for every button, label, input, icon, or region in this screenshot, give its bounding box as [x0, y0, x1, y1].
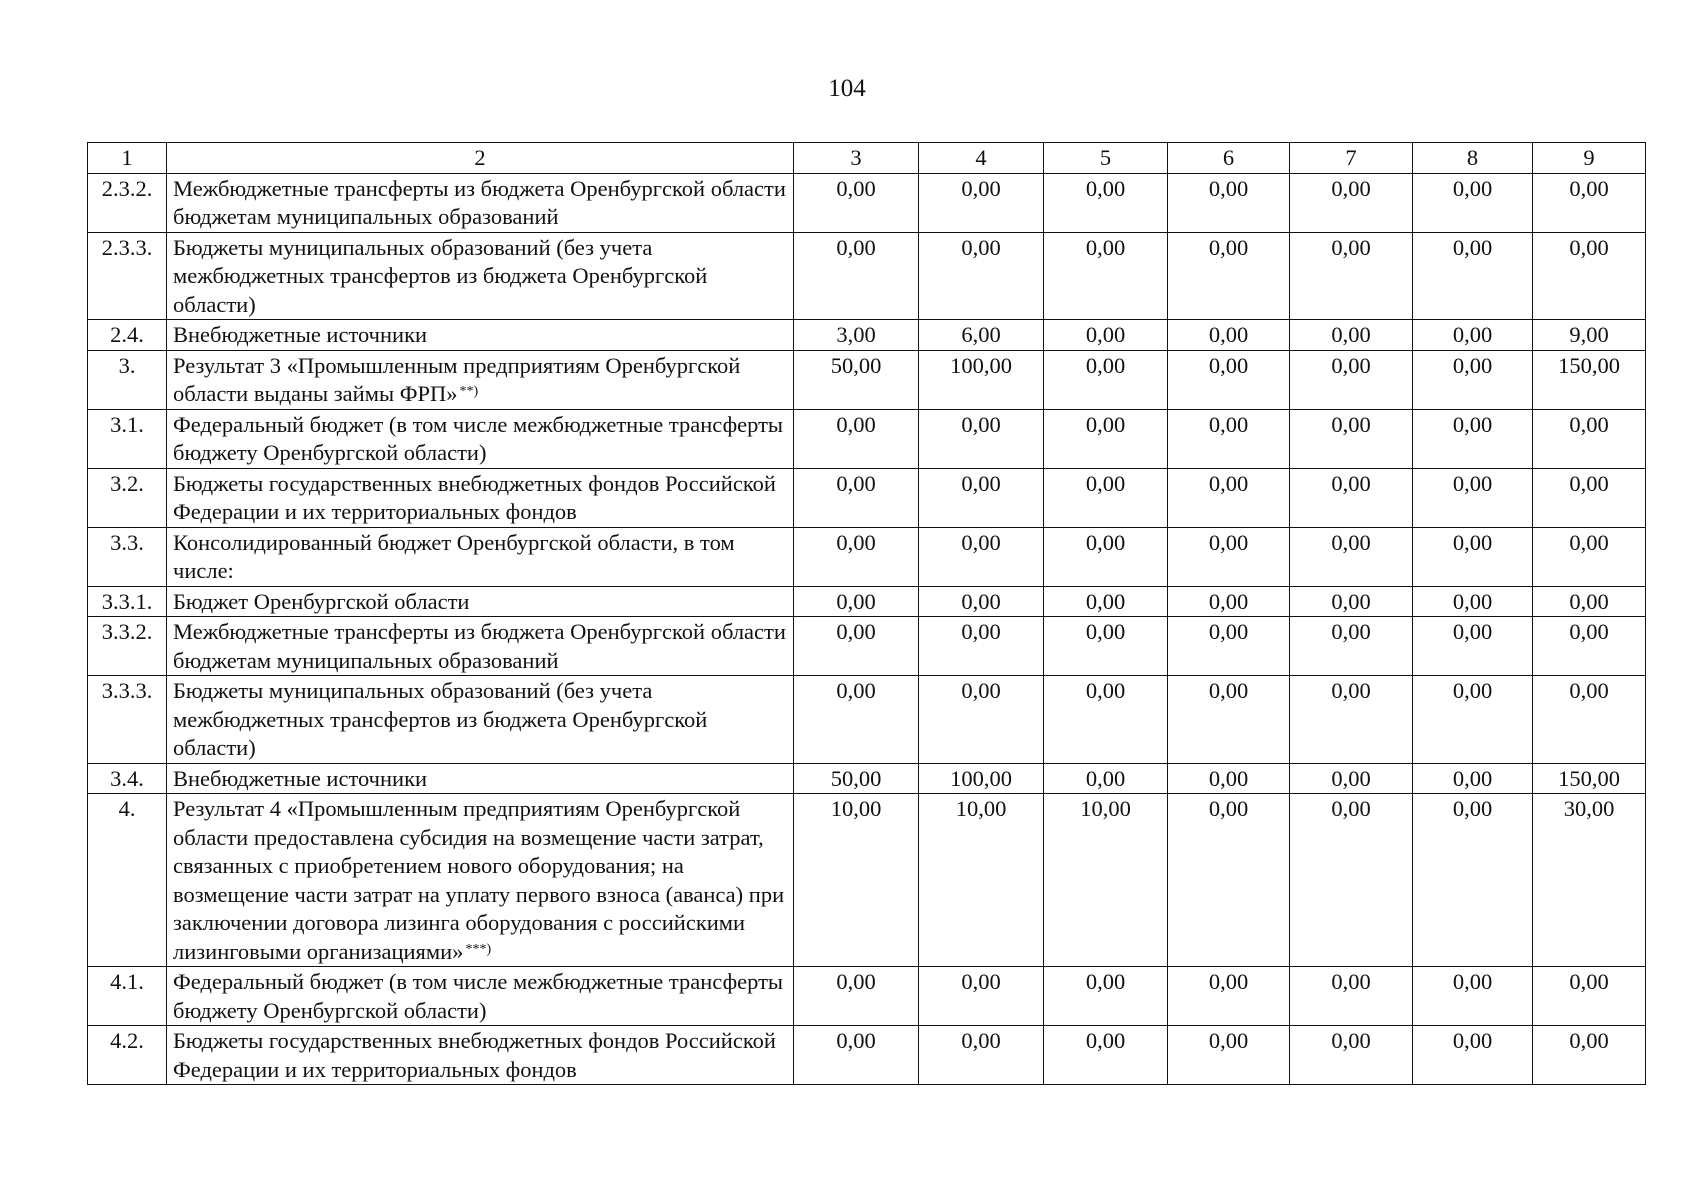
value-cell: 50,00: [794, 763, 919, 794]
row-number: 3.3.1.: [88, 586, 167, 617]
value-cell: 0,00: [1533, 586, 1646, 617]
value-cell: 0,00: [1290, 763, 1413, 794]
value-cell: 0,00: [1044, 468, 1168, 527]
value-cell: 10,00: [919, 794, 1044, 967]
column-header: 2: [167, 143, 794, 174]
value-cell: 0,00: [1044, 173, 1168, 232]
value-cell: 0,00: [1290, 1026, 1413, 1085]
value-cell: 10,00: [794, 794, 919, 967]
table-header: [88, 143, 1646, 174]
value-cell: 0,00: [1413, 676, 1533, 764]
table-row: [88, 617, 1646, 676]
row-name-cell: [167, 1026, 794, 1085]
value-cell: 0,00: [1044, 676, 1168, 764]
value-cell: 0,00: [1290, 967, 1413, 1026]
value-cell: 0,00: [1168, 617, 1290, 676]
value-cell: 0,00: [1044, 617, 1168, 676]
value-cell: 0,00: [1290, 617, 1413, 676]
row-number: 4.1.: [88, 967, 167, 1026]
column-header: 6: [1168, 143, 1290, 174]
value-cell: 0,00: [919, 676, 1044, 764]
value-cell: 0,00: [1533, 409, 1646, 468]
row-number: 3.3.2.: [88, 617, 167, 676]
value-cell: 9,00: [1533, 320, 1646, 351]
row-name: Федеральный бюджет (в том числе межбюджетные трансферты бюджету Оренбургской области): [173, 411, 784, 465]
value-cell: 0,00: [1413, 409, 1533, 468]
value-cell: 0,00: [1533, 676, 1646, 764]
value-cell: 0,00: [1413, 350, 1533, 409]
value-cell: 0,00: [1168, 350, 1290, 409]
row-number: 3.3.: [88, 527, 167, 586]
row-name-cell: [167, 617, 794, 676]
value-cell: 0,00: [1044, 350, 1168, 409]
value-cell: 0,00: [794, 967, 919, 1026]
row-name-cell: [167, 586, 794, 617]
table-row: [88, 676, 1646, 764]
value-cell: 0,00: [794, 527, 919, 586]
row-number: 3.4.: [88, 763, 167, 794]
row-number: 3.3.3.: [88, 676, 167, 764]
row-name: Бюджеты государственных внебюджетных фондов Российской Федерации и их территориальных фондов: [173, 1028, 776, 1082]
value-cell: 0,00: [919, 527, 1044, 586]
row-name: Межбюджетные трансферты из бюджета Оренбургской области бюджетам муниципальных образований: [173, 175, 786, 229]
row-name: Бюджеты государственных внебюджетных фондов Российской Федерации и их территориальных фондов: [173, 470, 776, 524]
column-header: 7: [1290, 143, 1413, 174]
value-cell: 0,00: [919, 232, 1044, 320]
value-cell: 0,00: [1533, 468, 1646, 527]
value-cell: 0,00: [1290, 586, 1413, 617]
row-number: 2.3.3.: [88, 232, 167, 320]
value-cell: 0,00: [1413, 468, 1533, 527]
row-number: 4.2.: [88, 1026, 167, 1085]
row-name-cell: [167, 350, 794, 409]
row-name: Бюджеты муниципальных образований (без учета межбюджетных трансфертов из бюджета Оренбургской области): [173, 678, 708, 760]
value-cell: 150,00: [1533, 350, 1646, 409]
value-cell: 30,00: [1533, 794, 1646, 967]
value-cell: 6,00: [919, 320, 1044, 351]
row-name: Бюджет Оренбургской области: [173, 588, 470, 614]
table-row: [88, 173, 1646, 232]
value-cell: 0,00: [1044, 763, 1168, 794]
value-cell: 3,00: [794, 320, 919, 351]
value-cell: 0,00: [1168, 967, 1290, 1026]
row-name-cell: [167, 676, 794, 764]
value-cell: 0,00: [919, 409, 1044, 468]
row-name-cell: [167, 173, 794, 232]
value-cell: 0,00: [794, 468, 919, 527]
value-cell: 0,00: [1413, 794, 1533, 967]
value-cell: 0,00: [1168, 527, 1290, 586]
value-cell: 0,00: [1413, 586, 1533, 617]
table-row: [88, 350, 1646, 409]
value-cell: 0,00: [1533, 232, 1646, 320]
value-cell: 0,00: [919, 586, 1044, 617]
budget-table: [87, 142, 1646, 1085]
row-name-cell: [167, 967, 794, 1026]
table-row: [88, 967, 1646, 1026]
value-cell: 0,00: [1290, 527, 1413, 586]
footnote-mark: **): [459, 384, 479, 399]
row-number: 2.4.: [88, 320, 167, 351]
row-name: Внебюджетные источники: [173, 765, 428, 791]
footnote-mark: ***): [465, 941, 492, 957]
value-cell: 0,00: [1044, 967, 1168, 1026]
row-name-cell: [167, 763, 794, 794]
column-header: 1: [88, 143, 167, 174]
value-cell: 0,00: [1168, 468, 1290, 527]
row-name-cell: [167, 232, 794, 320]
value-cell: 0,00: [1413, 967, 1533, 1026]
value-cell: 0,00: [794, 232, 919, 320]
value-cell: 0,00: [1044, 232, 1168, 320]
value-cell: 0,00: [794, 676, 919, 764]
value-cell: 0,00: [1290, 468, 1413, 527]
value-cell: 0,00: [1044, 527, 1168, 586]
value-cell: 0,00: [1168, 794, 1290, 967]
row-name: Результат 4 «Промышленным предприятиям Оренбургской области предоставлена субсидия на возмещение части затрат, связанных с приобретением нового оборудования; на возмещение части затрат на уплату первого взноса (аванса) при заключении договора лизинга оборудования с российскими лизинговыми организациями»: [173, 796, 785, 964]
row-name: Федеральный бюджет (в том числе межбюджетные трансферты бюджету Оренбургской области): [173, 969, 784, 1023]
value-cell: 0,00: [1168, 232, 1290, 320]
value-cell: 0,00: [919, 468, 1044, 527]
row-name: Межбюджетные трансферты из бюджета Оренбургской области бюджетам муниципальных образований: [173, 619, 786, 673]
row-name-cell: [167, 409, 794, 468]
row-name: Консолидированный бюджет Оренбургской области, в том числе:: [173, 529, 735, 583]
value-cell: 0,00: [1413, 1026, 1533, 1085]
table-row: [88, 586, 1646, 617]
value-cell: 0,00: [1533, 173, 1646, 232]
table-row: [88, 468, 1646, 527]
table-row: [88, 1026, 1646, 1085]
row-name-cell: [167, 468, 794, 527]
value-cell: 0,00: [919, 967, 1044, 1026]
row-number: 4.: [88, 794, 167, 967]
row-name: Внебюджетные источники: [173, 322, 428, 347]
row-name-cell: [167, 794, 794, 967]
value-cell: 150,00: [1533, 763, 1646, 794]
value-cell: 0,00: [1290, 173, 1413, 232]
row-number: 3.: [88, 350, 167, 409]
value-cell: 0,00: [1413, 617, 1533, 676]
value-cell: 0,00: [794, 617, 919, 676]
value-cell: 0,00: [1533, 1026, 1646, 1085]
table-row: [88, 232, 1646, 320]
value-cell: 0,00: [1168, 763, 1290, 794]
table-row: [88, 527, 1646, 586]
value-cell: 0,00: [1533, 527, 1646, 586]
row-name: Бюджеты муниципальных образований (без учета межбюджетных трансфертов из бюджета Оренбургской области): [173, 234, 708, 317]
row-name: Результат 3 «Промышленным предприятиям Оренбургской области выданы займы ФРП»: [173, 352, 741, 406]
value-cell: 0,00: [1290, 350, 1413, 409]
value-cell: 0,00: [919, 1026, 1044, 1085]
column-header: 5: [1044, 143, 1168, 174]
table-row: [88, 763, 1646, 794]
row-number: 2.3.2.: [88, 173, 167, 232]
value-cell: 0,00: [1168, 409, 1290, 468]
table-row: [88, 320, 1646, 351]
value-cell: 0,00: [794, 586, 919, 617]
value-cell: 0,00: [1413, 232, 1533, 320]
page-number: 104: [828, 75, 866, 102]
value-cell: 50,00: [794, 350, 919, 409]
value-cell: 0,00: [1290, 409, 1413, 468]
value-cell: 0,00: [1168, 676, 1290, 764]
table-row: [88, 794, 1646, 967]
value-cell: 0,00: [1168, 173, 1290, 232]
value-cell: 0,00: [1044, 1026, 1168, 1085]
value-cell: 0,00: [1290, 320, 1413, 351]
value-cell: 0,00: [1044, 586, 1168, 617]
value-cell: 0,00: [794, 1026, 919, 1085]
column-header: 8: [1413, 143, 1533, 174]
value-cell: 0,00: [1533, 967, 1646, 1026]
value-cell: 0,00: [1413, 173, 1533, 232]
value-cell: 0,00: [1413, 527, 1533, 586]
value-cell: 0,00: [794, 173, 919, 232]
column-header: 3: [794, 143, 919, 174]
header-row: [88, 143, 1646, 174]
value-cell: 0,00: [1044, 409, 1168, 468]
value-cell: 0,00: [1290, 676, 1413, 764]
value-cell: 0,00: [794, 409, 919, 468]
table-body: [88, 173, 1646, 1085]
row-number: 3.2.: [88, 468, 167, 527]
row-number: 3.1.: [88, 409, 167, 468]
value-cell: 0,00: [1290, 232, 1413, 320]
column-header: 4: [919, 143, 1044, 174]
value-cell: 0,00: [1413, 763, 1533, 794]
value-cell: 0,00: [1290, 794, 1413, 967]
row-name-cell: [167, 320, 794, 351]
value-cell: 0,00: [1168, 1026, 1290, 1085]
value-cell: 0,00: [919, 173, 1044, 232]
row-name-cell: [167, 527, 794, 586]
value-cell: 0,00: [1533, 617, 1646, 676]
table-row: [88, 409, 1646, 468]
value-cell: 0,00: [1413, 320, 1533, 351]
value-cell: 100,00: [919, 350, 1044, 409]
value-cell: 0,00: [919, 617, 1044, 676]
value-cell: 10,00: [1044, 794, 1168, 967]
column-header: 9: [1533, 143, 1646, 174]
value-cell: 100,00: [919, 763, 1044, 794]
value-cell: 0,00: [1044, 320, 1168, 351]
value-cell: 0,00: [1168, 320, 1290, 351]
value-cell: 0,00: [1168, 586, 1290, 617]
